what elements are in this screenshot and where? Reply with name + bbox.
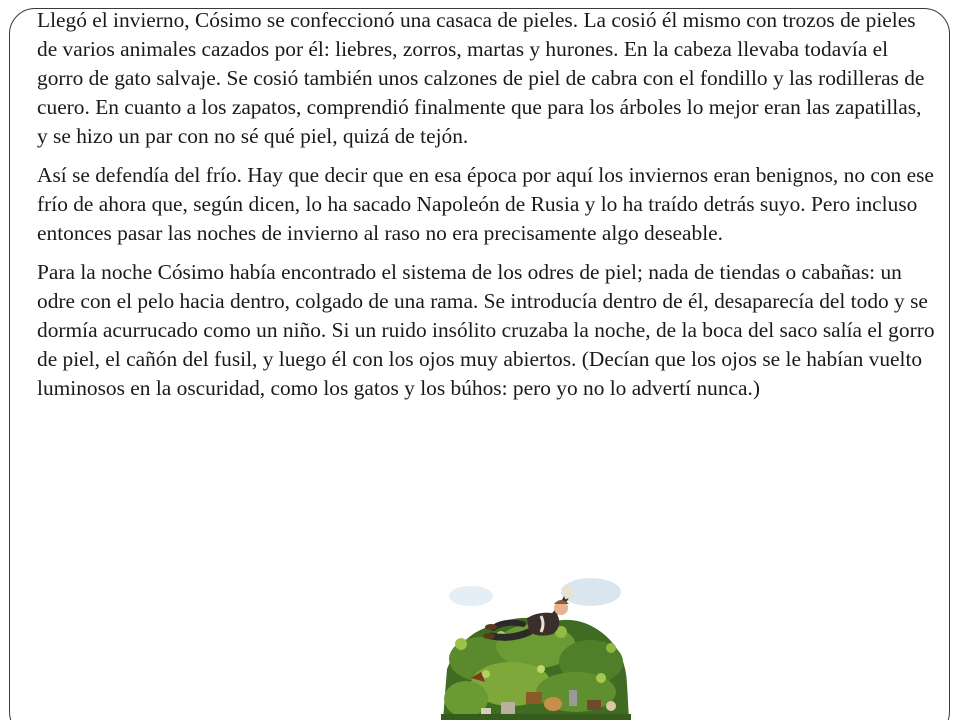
- paragraph-3: Para la noche Cósimo había encontrado el sistema de los odres de piel; nada de tiendas o cabañas: un odre con el pelo hacia dentro, colgado de una rama. Se introducía dentro de él, desaparecía del todo y se dormía acurrucado como un niño. Si un ruido insólito cruzaba la noche, de la boca del saco salía el gorro de piel, el cañón del fusil, y luego él con los ojos muy abiertos. (Decían que los ojos se le habían vuelto luminosos en la oscuridad, como los gatos y los búhos: pero yo no lo advertí nunca.): [37, 260, 935, 400]
- paragraph-1: Llegó el invierno, Cósimo se confeccionó una casaca de pieles. La cosió él mismo con trozos de pieles de varios animales cazados por él: liebres, zorros, martas y hurones. En la cabeza llevaba todavía el gorro de gato salvaje. Se cosió también unos calzones de piel de cabra con el fondillo y las rodilleras de cuero. En cuanto a los zapatos, comprendió finalmente que para los árboles lo mejor eran las zapatillas, y se hizo un par con no sé qué piel, quizá de tejón.: [37, 8, 925, 148]
- text-body: [37, 6, 937, 413]
- cosimo-reclining-on-tree-illustration: [441, 574, 631, 720]
- paragraph-2: Así se defendía del frío. Hay que decir que en esa época por aquí los inviernos eran benignos, no con ese frío de ahora que, según dicen, lo ha sacado Napoleón de Rusia y lo ha traído detrás suyo. Pero incluso entonces pasar las noches de invierno al raso no era precisamente algo deseable.: [37, 163, 934, 245]
